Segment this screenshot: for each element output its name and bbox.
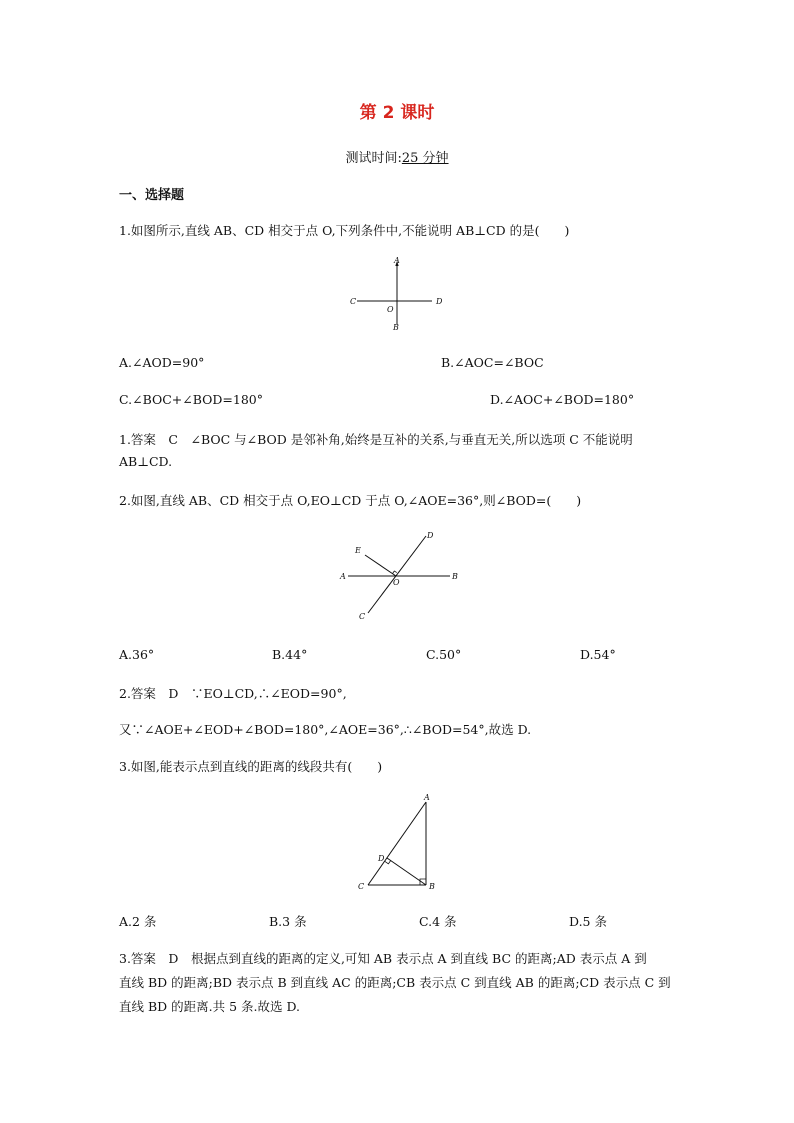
- label-a: A: [340, 572, 346, 581]
- test-time: [0, 147, 794, 166]
- question-2-text: 2.如图,直线 AB、CD 相交于点 O,EO⊥CD 于点 O,∠AOE=36°,则∠BOD=( ): [119, 493, 582, 508]
- question-3-answer-line-3: 直线 BD 的距离.共 5 条.故选 D.: [119, 999, 301, 1014]
- question-2-figure: [330, 528, 465, 626]
- label-e: E: [355, 546, 361, 555]
- question-3-figure: [350, 790, 445, 895]
- section-heading: 一、选择题: [119, 188, 185, 203]
- label-c: C: [358, 882, 365, 891]
- question-1-option-a: A.∠AOD=90°: [119, 355, 205, 370]
- right-angle-mark-d: [385, 861, 391, 864]
- question-3-answer-line-2: 直线 BD 的距离;BD 表示点 B 到直线 AC 的距离;CB 表示点 C 到直线 AB 的距离;CD 表示点 C 到: [119, 975, 671, 990]
- page-title: 第 2 课时: [359, 103, 435, 123]
- question-3-option-d: D.5 条: [569, 914, 607, 929]
- label-o: O: [387, 305, 394, 314]
- question-2-option-b: B.44°: [272, 647, 308, 662]
- line-cd: [368, 536, 426, 613]
- label-o: O: [393, 578, 400, 587]
- question-3-answer-line-1: 3.答案 D 根据点到直线的距离的定义,可知 AB 表示点 A 到直线 BC 的距离;AD 表示点 A 到: [119, 951, 647, 966]
- question-2-option-d: D.54°: [580, 647, 616, 662]
- question-1-answer-line-2: AB⊥CD.: [119, 454, 173, 469]
- label-d: D: [378, 854, 385, 863]
- ray-oe: [365, 555, 396, 576]
- question-2-answer-line-1: 2.答案 D ∵EO⊥CD,∴∠EOD=90°,: [119, 686, 347, 701]
- label-b: B: [393, 323, 399, 332]
- question-2-option-a: A.36°: [119, 647, 155, 662]
- question-3-option-a: A.2 条: [119, 914, 157, 929]
- question-1-option-d: D.∠AOC+∠BOD=180°: [490, 392, 635, 407]
- label-d: D: [436, 297, 443, 306]
- question-3-text: 3.如图,能表示点到直线的距离的线段共有( ): [119, 759, 383, 774]
- label-b: B: [452, 572, 458, 581]
- question-1-option-c: C.∠BOC+∠BOD=180°: [119, 392, 264, 407]
- segment-ac: [368, 802, 426, 885]
- right-angle-mark: [393, 571, 397, 574]
- question-1-option-b: B.∠AOC=∠BOC: [441, 355, 544, 370]
- question-3-option-c: C.4 条: [419, 914, 457, 929]
- question-2-answer-line-2: 又∵∠AOE+∠EOD+∠BOD=180°,∠AOE=36°,∴∠BOD=54°,故选 D.: [119, 722, 532, 737]
- label-b: B: [429, 882, 435, 891]
- label-c: C: [350, 297, 357, 306]
- label-d: D: [427, 531, 434, 540]
- test-time-value: 25 分钟: [401, 151, 449, 166]
- question-1-text: 1.如图所示,直线 AB、CD 相交于点 O,下列条件中,不能说明 AB⊥CD 的是( ): [119, 223, 570, 238]
- test-time-label: 测试时间:: [345, 151, 402, 166]
- question-1-answer-line-1: 1.答案 C ∠BOC 与∠BOD 是邻补角,始终是互补的关系,与垂直无关,所以选项 C 不能说明: [119, 432, 633, 447]
- question-1-figure: [340, 256, 450, 336]
- label-c: C: [359, 612, 366, 621]
- question-3-option-b: B.3 条: [269, 914, 307, 929]
- question-2-option-c: C.50°: [426, 647, 462, 662]
- label-a: A: [394, 256, 400, 265]
- label-a: A: [424, 793, 430, 802]
